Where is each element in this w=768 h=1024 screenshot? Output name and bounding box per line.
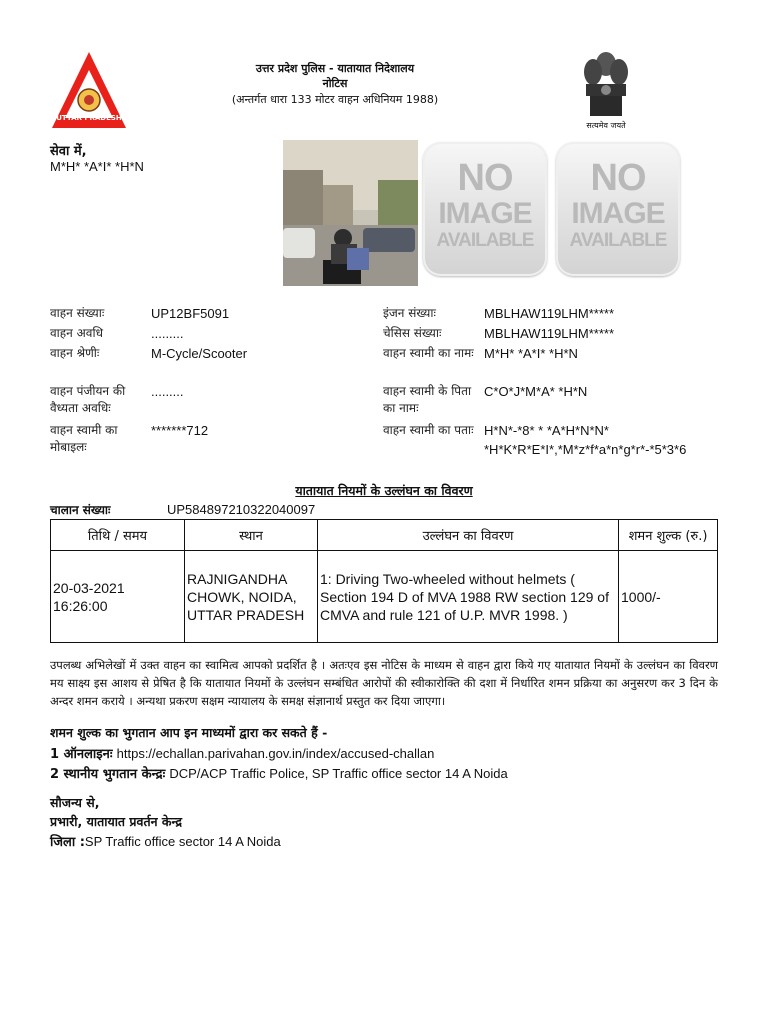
column-header-fine: शमन शुल्क (रु.) — [619, 520, 718, 551]
addressee-name: M*H* *A*I* *H*N — [50, 159, 144, 174]
column-header-datetime: तिथि / समय — [51, 520, 185, 551]
courtesy-line: सौजन्य से, — [50, 795, 100, 810]
department-title: उत्तर प्रदेश पुलिस - यातायात निदेशालय — [255, 62, 415, 75]
district-label: जिला : — [50, 835, 85, 850]
online-payment — [50, 743, 434, 765]
district-line — [50, 831, 281, 853]
registration-validity: ......... — [151, 384, 184, 399]
challan-number-label: चालान संख्याः — [50, 503, 111, 517]
engine-number-label: इंजन संख्याः — [383, 306, 436, 320]
evidence-photo — [283, 140, 418, 286]
engine-number: MBLHAW119LHM***** — [484, 306, 615, 321]
notice-paragraph: उपलब्ध अभिलेखों में उक्त वाहन का स्वामित्व आपको प्रदर्शित है । अतःएव इस नोटिस के माध्यम से वाहन द्वारा किये गए यातायात नियमों के उल्लंघन का विवरण मय साक्ष्य इस आशय से प्रेषित है कि यातायात नियमों के उल्लंघन सम्बंधित आरोपों की स्वीकारोक्ति की दशा में निर्धारित शमन प्रक्रिया का अनुसरण कर 3 दिन के अन्दर शमन कराये । अन्यथा प्रकरण सक्षम न्यायालय के समक्ष संज्ञानार्थ प्रस्तुत कर दिया जाएगा। — [50, 658, 718, 708]
owner-name-label: वाहन स्वामी का नामः — [383, 346, 474, 360]
vehicle-number-label: वाहन संख्याः — [50, 306, 105, 320]
owner-name: M*H* *A*I* *H*N — [484, 346, 578, 361]
notice-title: नोटिस — [322, 77, 348, 90]
violation-place: RAJNIGANDHA CHOWK, NOIDA, UTTAR PRADESH — [185, 551, 318, 643]
violation-table — [50, 519, 718, 643]
violation-fine: 1000/- — [619, 551, 718, 643]
vehicle-category-label: वाहन श्रेणीः — [50, 346, 100, 360]
vehicle-period: ......... — [151, 326, 184, 341]
no-image-placeholder-2: NO IMAGE AVAILABLE — [556, 142, 680, 276]
vehicle-number: UP12BF5091 — [151, 306, 230, 321]
act-reference: (अन्तर्गत धारा 133 मोटर वाहन अधिनियम 1988) — [231, 93, 439, 106]
table-row — [51, 551, 718, 643]
local-payment-label: 2 स्थानीय भुगतान केन्द्रः — [50, 767, 166, 782]
emblem-motto: सत्यमेव जयते — [586, 121, 626, 130]
no-image-placeholder-1: NO IMAGE AVAILABLE — [423, 142, 547, 276]
vehicle-period-label: वाहन अवधि — [50, 326, 103, 340]
chassis-number: MBLHAW119LHM***** — [484, 326, 615, 341]
challan-number: UP584897210322040097 — [167, 502, 316, 517]
owner-address-line-2: *H*K*R*E*I*,*M*z*f*a*n*g*r*-*5*3*6 — [484, 442, 687, 457]
chassis-number-label: चेसिस संख्याः — [383, 326, 442, 340]
owner-mobile-label: वाहन स्वामी का मोबाइलः — [50, 423, 118, 454]
table-header-row — [51, 520, 718, 551]
owner-mobile: *******712 — [151, 423, 209, 438]
incharge-line: प्रभारी, यातायात प्रवर्तन केन्द्र — [50, 814, 182, 829]
column-header-description: उल्लंघन का विवरण — [318, 520, 619, 551]
payment-heading: शमन शुल्क का भुगतान आप इन माध्यमों द्वारा कर सकते हैं - — [50, 725, 328, 740]
violation-description: 1: Driving Two-wheeled without helmets ( Section 194 D of MVA 1988 RW section 129 of CMVA and rule 121 of U.P. MVR 1998. ) — [318, 551, 619, 643]
owner-address-line-1: H*N*-*8* * *A*H*N*N* — [484, 423, 609, 438]
father-name: C*O*J*M*A* *H*N — [484, 384, 588, 399]
column-header-place: स्थान — [185, 520, 318, 551]
traffic-directorate-logo — [50, 50, 128, 132]
local-payment — [50, 763, 508, 785]
registration-validity-label: वाहन पंजीयन की वैध्यता अवधिः — [50, 384, 126, 415]
father-name-label: वाहन स्वामी के पिता का नामः — [383, 384, 472, 415]
local-payment-value: DCP/ACP Traffic Police, SP Traffic office sector 14 A Noida — [169, 766, 508, 781]
online-payment-label: 1 ऑनलाइनः — [50, 747, 113, 762]
district-value: SP Traffic office sector 14 A Noida — [84, 834, 281, 849]
violation-datetime: 20-03-2021 16:26:00 — [51, 551, 185, 643]
salutation: सेवा में, — [50, 144, 87, 159]
owner-address-label: वाहन स्वामी का पताः — [383, 423, 474, 437]
vehicle-category: M-Cycle/Scooter — [151, 346, 248, 361]
violation-heading: यातायात नियमों के उल्लंघन का विवरण — [295, 483, 473, 498]
logo-bottom-text: UTTAR PRADESH — [56, 114, 122, 122]
online-payment-url[interactable]: https://echallan.parivahan.gov.in/index/accused-challan — [116, 746, 435, 761]
national-emblem — [578, 48, 634, 134]
